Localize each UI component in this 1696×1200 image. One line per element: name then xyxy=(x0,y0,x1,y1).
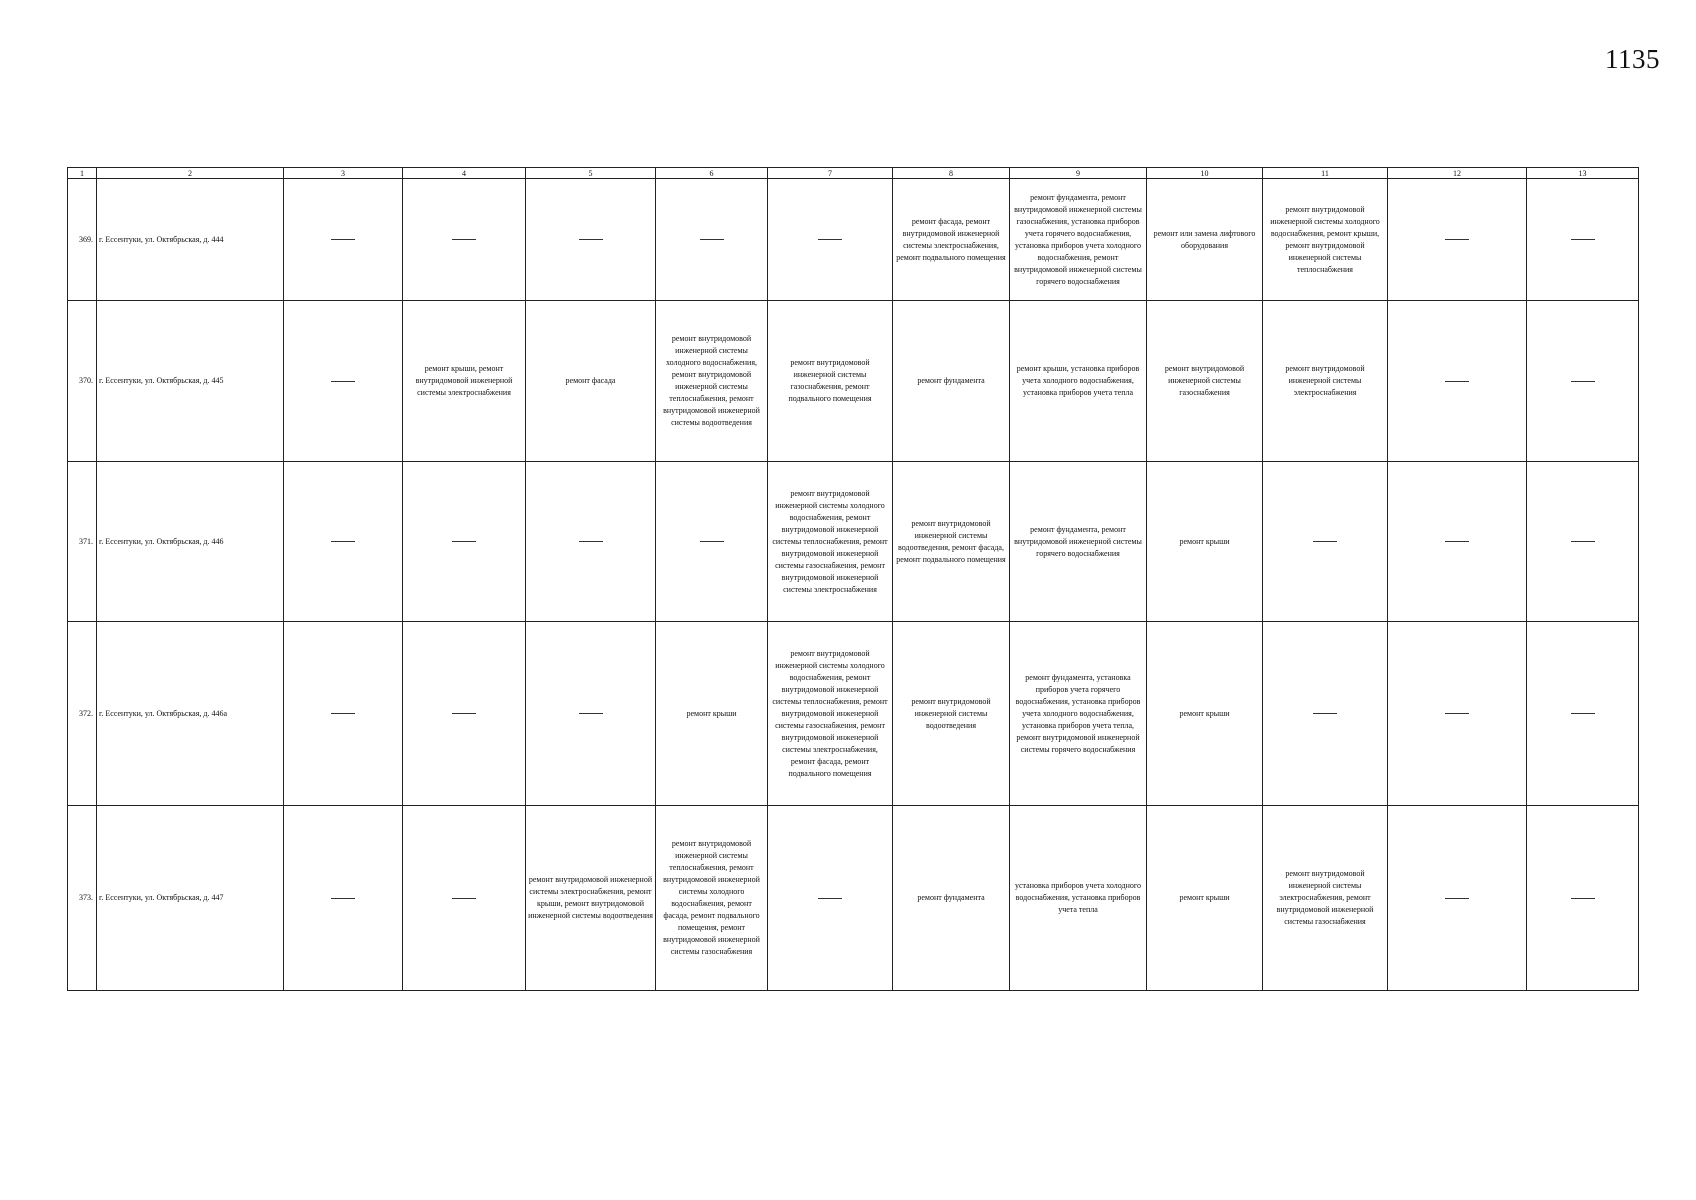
row-number: 371. xyxy=(68,462,97,622)
empty-cell xyxy=(656,179,768,301)
empty-cell xyxy=(1388,179,1527,301)
empty-dash xyxy=(579,541,603,542)
empty-cell xyxy=(526,622,656,806)
empty-cell xyxy=(403,462,526,622)
work-type-cell: ремонт внутридомовой инженерной системы электроснабжения, ремонт крыши, ремонт внутридомовой инженерной системы водоотведения xyxy=(526,806,656,991)
empty-dash xyxy=(700,541,724,542)
empty-cell xyxy=(403,179,526,301)
empty-cell xyxy=(403,622,526,806)
work-type-cell: ремонт внутридомовой инженерной системы теплоснабжения, ремонт внутридомовой инженерной системы холодного водоснабжения, ремонт фасада, ремонт подвального помещения, ремонт внутридомовой инженерной системы газоснабжения xyxy=(656,806,768,991)
empty-cell xyxy=(284,301,403,462)
address-cell: г. Ессентуки, ул. Октябрьская, д. 447 xyxy=(97,806,284,991)
empty-dash xyxy=(331,239,355,240)
empty-dash xyxy=(331,541,355,542)
empty-dash xyxy=(579,239,603,240)
work-type-cell: ремонт внутридомовой инженерной системы газоснабжения xyxy=(1147,301,1263,462)
repair-schedule-table xyxy=(67,167,1639,991)
empty-cell xyxy=(1388,622,1527,806)
column-number: 9 xyxy=(1010,168,1147,179)
empty-cell xyxy=(768,179,893,301)
empty-dash xyxy=(331,381,355,382)
address-cell: г. Ессентуки, ул. Октябрьская, д. 446а xyxy=(97,622,284,806)
column-number: 8 xyxy=(893,168,1010,179)
empty-dash xyxy=(452,239,476,240)
empty-dash xyxy=(452,898,476,899)
row-number: 373. xyxy=(68,806,97,991)
work-type-cell: ремонт внутридомовой инженерной системы холодного водоснабжения, ремонт внутридомовой инженерной системы теплоснабжения, ремонт внутридомовой инженерной системы газоснабжения, ремонт внутридомовой инженерной системы электроснабжения xyxy=(768,462,893,622)
work-type-cell: установка приборов учета холодного водоснабжения, установка приборов учета тепла xyxy=(1010,806,1147,991)
empty-cell xyxy=(403,806,526,991)
empty-dash xyxy=(1313,541,1337,542)
empty-dash xyxy=(700,239,724,240)
empty-cell xyxy=(526,462,656,622)
work-type-cell: ремонт крыши, установка приборов учета холодного водоснабжения, установка приборов учета тепла xyxy=(1010,301,1147,462)
table-row xyxy=(68,622,1639,806)
column-number: 12 xyxy=(1388,168,1527,179)
empty-dash xyxy=(452,713,476,714)
work-type-cell: ремонт внутридомовой инженерной системы газоснабжения, ремонт подвального помещения xyxy=(768,301,893,462)
column-number: 11 xyxy=(1263,168,1388,179)
work-type-cell: ремонт внутридомовой инженерной системы водоотведения xyxy=(893,622,1010,806)
table-row xyxy=(68,462,1639,622)
work-type-cell: ремонт фундамента, ремонт внутридомовой инженерной системы газоснабжения, установка приборов учета горячего водоснабжения, установка приборов учета холодного водоснабжения, ремонт внутридомовой инженерной системы горячего водоснабжения xyxy=(1010,179,1147,301)
work-type-cell: ремонт фундамента, ремонт внутридомовой инженерной системы горячего водоснабжения xyxy=(1010,462,1147,622)
empty-dash xyxy=(1571,713,1595,714)
column-number: 4 xyxy=(403,168,526,179)
work-type-cell: ремонт внутридомовой инженерной системы холодного водоснабжения, ремонт внутридомовой инженерной системы теплоснабжения, ремонт внутридомовой инженерной системы водоотведения xyxy=(656,301,768,462)
column-number: 5 xyxy=(526,168,656,179)
empty-cell xyxy=(284,806,403,991)
empty-cell xyxy=(1527,622,1639,806)
empty-dash xyxy=(1571,239,1595,240)
empty-cell xyxy=(1527,462,1639,622)
work-type-cell: ремонт крыши, ремонт внутридомовой инженерной системы электроснабжения xyxy=(403,301,526,462)
empty-dash xyxy=(1571,541,1595,542)
work-type-cell: ремонт фасада, ремонт внутридомовой инженерной системы электроснабжения, ремонт подвального помещения xyxy=(893,179,1010,301)
empty-dash xyxy=(452,541,476,542)
empty-dash xyxy=(1571,381,1595,382)
empty-dash xyxy=(1313,713,1337,714)
empty-cell xyxy=(526,179,656,301)
column-number: 2 xyxy=(97,168,284,179)
empty-cell xyxy=(284,179,403,301)
table-row xyxy=(68,806,1639,991)
work-type-cell: ремонт крыши xyxy=(1147,806,1263,991)
row-number: 369. xyxy=(68,179,97,301)
empty-cell xyxy=(1527,179,1639,301)
empty-cell xyxy=(1527,806,1639,991)
work-type-cell: ремонт фасада xyxy=(526,301,656,462)
empty-dash xyxy=(1445,713,1469,714)
empty-dash xyxy=(818,898,842,899)
empty-dash xyxy=(331,713,355,714)
empty-dash xyxy=(1445,898,1469,899)
column-number: 3 xyxy=(284,168,403,179)
work-type-cell: ремонт внутридомовой инженерной системы водоотведения, ремонт фасада, ремонт подвального помещения xyxy=(893,462,1010,622)
page-number: 1135 xyxy=(1605,44,1660,74)
empty-dash xyxy=(1445,381,1469,382)
work-type-cell: ремонт крыши xyxy=(1147,462,1263,622)
work-type-cell: ремонт крыши xyxy=(1147,622,1263,806)
row-number: 372. xyxy=(68,622,97,806)
empty-cell xyxy=(656,462,768,622)
work-type-cell: ремонт внутридомовой инженерной системы холодного водоснабжения, ремонт внутридомовой инженерной системы теплоснабжения, ремонт внутридомовой инженерной системы газоснабжения, ремонт внутридомовой инженерной системы электроснабжения, ремонт фасада, ремонт подвального помещения xyxy=(768,622,893,806)
table-row xyxy=(68,301,1639,462)
empty-cell xyxy=(1527,301,1639,462)
empty-dash xyxy=(1445,239,1469,240)
empty-cell xyxy=(1388,301,1527,462)
empty-dash xyxy=(1571,898,1595,899)
column-number-row xyxy=(68,168,1639,179)
empty-cell xyxy=(768,806,893,991)
empty-dash xyxy=(1445,541,1469,542)
column-number: 6 xyxy=(656,168,768,179)
address-cell: г. Ессентуки, ул. Октябрьская, д. 445 xyxy=(97,301,284,462)
work-type-cell: ремонт фундамента xyxy=(893,806,1010,991)
empty-dash xyxy=(331,898,355,899)
empty-dash xyxy=(818,239,842,240)
column-number: 7 xyxy=(768,168,893,179)
empty-cell xyxy=(1263,622,1388,806)
work-type-cell: ремонт крыши xyxy=(656,622,768,806)
column-number: 10 xyxy=(1147,168,1263,179)
work-type-cell: ремонт внутридомовой инженерной системы электроснабжения, ремонт внутридомовой инженерной системы газоснабжения xyxy=(1263,806,1388,991)
column-number: 1 xyxy=(68,168,97,179)
empty-dash xyxy=(579,713,603,714)
work-type-cell: ремонт внутридомовой инженерной системы электроснабжения xyxy=(1263,301,1388,462)
work-type-cell: ремонт фундамента xyxy=(893,301,1010,462)
empty-cell xyxy=(1263,462,1388,622)
address-cell: г. Ессентуки, ул. Октябрьская, д. 446 xyxy=(97,462,284,622)
address-cell: г. Ессентуки, ул. Октябрьская, д. 444 xyxy=(97,179,284,301)
empty-cell xyxy=(1388,462,1527,622)
empty-cell xyxy=(1388,806,1527,991)
column-number: 13 xyxy=(1527,168,1639,179)
work-type-cell: ремонт или замена лифтового оборудования xyxy=(1147,179,1263,301)
empty-cell xyxy=(284,462,403,622)
empty-cell xyxy=(284,622,403,806)
row-number: 370. xyxy=(68,301,97,462)
work-type-cell: ремонт внутридомовой инженерной системы холодного водоснабжения, ремонт крыши, ремонт внутридомовой инженерной системы теплоснабжения xyxy=(1263,179,1388,301)
table-row xyxy=(68,179,1639,301)
work-type-cell: ремонт фундамента, установка приборов учета горячего водоснабжения, установка приборов учета холодного водоснабжения, установка приборов учета тепла, ремонт внутридомовой инженерной системы горячего водоснабжения xyxy=(1010,622,1147,806)
